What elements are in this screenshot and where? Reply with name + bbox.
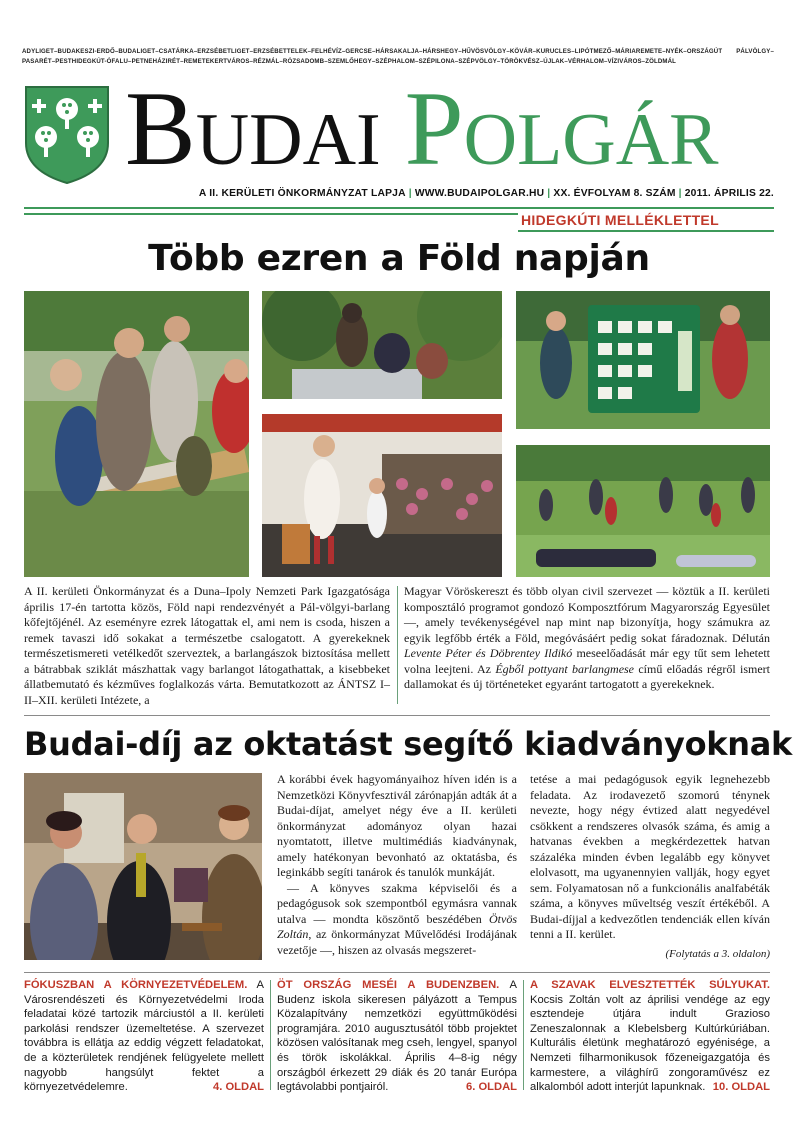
photo-picnic-meadow bbox=[516, 445, 770, 577]
article2-column-2 bbox=[530, 772, 770, 962]
masthead bbox=[125, 70, 785, 187]
article1-performers: Levente Péter és Döbrentey Ildikó bbox=[404, 646, 573, 660]
continued-note: (Folytatás a 3. oldalon) bbox=[665, 947, 770, 960]
photo-storytelling-stage bbox=[262, 414, 502, 577]
article2-paragraph-2b: , az önkormányzat Művelődési Irodájának vezetője —, hiszen az olvasás megszeret- bbox=[277, 927, 517, 957]
teaser-kicker: FÓKUSZBAN A KÖRNYEZETVÉDELEM. bbox=[24, 979, 248, 991]
article2-column-1 bbox=[277, 772, 517, 958]
article2-speaker: Ötvös Zoltán bbox=[277, 911, 517, 941]
teaser-kicker: ÖT ORSZÁG MESÉI A BUDENZBEN. bbox=[277, 979, 500, 991]
tree-crest-icon bbox=[24, 85, 110, 185]
teaser-text: A Városrendészeti és Környezetvédelmi Iroda feladatai közé tartozik márciustól a II. kerületi parkolási rendszer üzemeltetése. A szervezet továbbra is ellátja az eddig végzett feladatokat, de a közterületek rendjének felügyelete mellett nagyobb hangsúlyt fektet a környezetvédelemre. bbox=[24, 979, 265, 1094]
photo-award-ceremony bbox=[24, 773, 262, 960]
supplement-label: HIDEGKÚTI MELLÉKLETTEL bbox=[521, 212, 719, 228]
article1-text-b: meseelőadását már egy tűt sem lehetett volna leejteni. Az bbox=[404, 646, 771, 676]
volume-number: XX. ÉVFOLYAM 8. SZÁM bbox=[553, 188, 676, 199]
article1-text-a: Magyar Vöröskereszt és több olyan civil szervezet — köztük a II. kerületi komposztáló programot gondozó Komposztfórum Magyarország Egyesület —, amely tevékenységével nap mint nap bizonyítja, hogy számukra az egyik legfőbb érték a Föld, megóvásáért pedig sokat fáradoznak. Délután bbox=[404, 584, 770, 645]
teaser-divider bbox=[24, 972, 770, 973]
teaser-interview[interactable] bbox=[530, 978, 770, 1095]
section-divider bbox=[24, 715, 770, 716]
website-link[interactable]: WWW.BUDAIPOLGAR.HU bbox=[414, 188, 545, 199]
article2-paragraph-2a: — A könyves szakma képviselői és a pedagógusok sok szempontból egymásra vannak utalva — mondta köszöntő beszédében bbox=[277, 880, 517, 926]
district-list: ADYLIGET–BUDAKESZI-ERDŐ–BUDALIGET–CSATÁRKA–ERZSÉBETLIGET–ERZSÉBETTELEK–FELHÉVÍZ–GERCSE–HÁRSAKALJA–HÁRSHEGY–HŰVÖSVÖLGY–KÖVÁR–KURUCLES–LIPÓTMEZŐ–MÁRIAREMETE–NYÉK–ORSZÁGÚT PÁLVÖLGY–PASARÉT–PESTHIDEGKÚT-ÓFALU–PETNEHÁZIRÉT–REMETEKERTVÁROS–RÉZMÁL–RÓZSADOMB–SZEMLŐHEGY–SZÉPHALOM–SZÉPILONA–SZÉPVÖLGY–TÖRÖKVÉSZ–ÚJLAK–VÉRHALOM–VÍZIVÁROS–ZÖLDMÁL bbox=[22, 48, 774, 65]
teaser-column-divider bbox=[523, 980, 524, 1090]
article1-text-c: című előadás régről ismert dallamokat és új történeteket egyaránt tartogatott a gyerekeknek. bbox=[404, 661, 771, 691]
article2-headline: Budai-díj az oktatást segítő kiadványoknak bbox=[24, 725, 793, 763]
article2-paragraph-3: tetése a mai pedagógusok egyik legnehezebb feladata. Az irodavezető szomorú ténynek nevezte, hogy négy évtized alatt negyedével csökkent a rendszeres olvasók száma, és amig a hatvanas években a megkérdezettek hatvan százaléka minden évben legalább egy könyvet elolvasott, ma ugyanennyien vallják, hogy egyet sem. Folyamatosan nő a funkcionális analfabéták száma, a könyves műveltség veszít értékéből. A Budai-díjjal a kedvezőtlen tendenciák ellen kíván tenni a II. kerület. bbox=[530, 772, 770, 941]
teaser-text: A Budenz iskola sikeresen pályázott a Tempus Közalapítvány nemzetközi együttműködési programjára. 2010 augusztusától több projektet közösen valósítanak meg cseh, lengyel, spanyol és török iskolákkal. Április 4–8-ig négy országból érkezett 29 diák és 20 tanár Európa legtávolabbi pontjairól. bbox=[277, 979, 517, 1094]
teaser-column-divider bbox=[270, 980, 271, 1090]
publisher-label: A II. KERÜLETI ÖNKORMÁNYZAT LAPJA bbox=[198, 188, 406, 199]
photo-owl-show bbox=[262, 291, 502, 399]
header-rule-top bbox=[24, 207, 774, 209]
teaser-budenz[interactable] bbox=[277, 978, 517, 1095]
issue-date: 2011. ÁPRILIS 22. bbox=[684, 188, 774, 199]
article1-paragraph: A II. kerületi Önkormányzat és a Duna–Ipoly Nemzeti Park Igazgatósága április 17-én tartotta közös, Föld napi rendezvényét a Pál-völgyi-barlang kőfejtőjénél. Az eseményre ezrek látogattak el, ami nem is csoda, hiszen a remek tavaszi idő sokakat a természetbe csalogatott. A gyerekeknek természetismereti vetélkedőt szerveztek, a barlangászok biztosítása mellett a bátrabbak sziklát mászhattak vagy barlangot látogathattak, a kisebbeket állatbemutató és kézműves foglalkozás várta. Bemutatkozott az ÁNTSZ I–II–XII. kerületi Intézete, a bbox=[24, 584, 390, 707]
teaser-kicker: A SZAVAK ELVESZTETTÉK SÚLYUKAT. bbox=[530, 979, 770, 991]
article1-column-1 bbox=[24, 584, 390, 708]
photo-children-table bbox=[24, 291, 249, 577]
article1-headline: Több ezren a Föld napján bbox=[148, 238, 650, 279]
article1-show-title: Égből pottyant barlangmese bbox=[495, 661, 635, 676]
photo-info-board bbox=[516, 291, 770, 429]
issue-info: A II. KERÜLETI ÖNKORMÁNYZAT LAPJA | WWW.BUDAIPOLGAR.HU | XX. ÉVFOLYAM 8. SZÁM | 2011. ÁPRILIS 22. bbox=[198, 188, 774, 199]
page-reference[interactable]: 6. OLDAL bbox=[466, 1081, 517, 1094]
article1-column-2 bbox=[404, 584, 770, 693]
page-reference[interactable]: 4. OLDAL bbox=[213, 1081, 264, 1094]
supplement-rule bbox=[518, 230, 774, 232]
masthead-polgar: Polgár bbox=[404, 70, 719, 187]
teaser-environment[interactable] bbox=[24, 978, 264, 1095]
article2-paragraph-1: A korábbi évek hagyományaihoz híven idén is a Nemzetközi Könyvfesztivál zárónapján adták át a Budai-díjat, amelyet négy éve a II. kerületi önkormányzat adományoz olyan hazai nyomtatott, illetve multimédiás kiadványnak, amely hatékonyan bevonható az oktatásba, és leginkább segíti tanárok és tanulók munkáját. bbox=[277, 772, 517, 879]
masthead-budai: Budai bbox=[125, 70, 381, 187]
column-divider bbox=[397, 586, 398, 704]
header-rule-bottom bbox=[24, 213, 518, 215]
page-reference[interactable]: 10. OLDAL bbox=[712, 1081, 770, 1094]
teaser-text: Kocsis Zoltán volt az áprilisi vendége az egy esztendeje útjára indult Grazioso Zeneszalonnak a Klebelsberg Kultúrkúriában. Kulturális életünk meghatározó egyénisége, a Nemzeti filharmonikusok főzeneigazgatója és karmestere, a világhírű zongoraművész ez alkalomból adott interjút lapunknak. bbox=[530, 993, 770, 1094]
